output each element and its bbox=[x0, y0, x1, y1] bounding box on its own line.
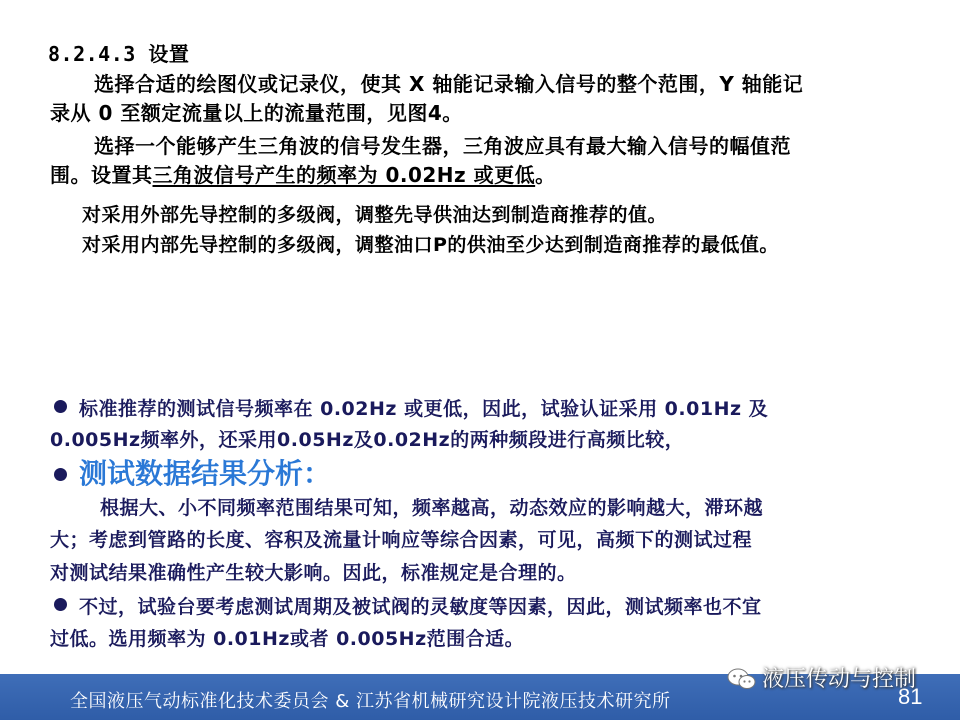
page-number: 81 bbox=[898, 684, 923, 709]
bullet-icon bbox=[54, 598, 67, 611]
wechat-icon bbox=[727, 668, 757, 690]
para3: 对采用外部先导控制的多级阀，调整先导供油达到制造商推荐的值。 bbox=[82, 204, 668, 226]
bullet1-line1 bbox=[54, 394, 768, 421]
bullet2-line1-text: 不过，试验台要考虑测试周期及被试阀的灵敏度等因素，因此，测试频率也不宜 bbox=[79, 596, 762, 618]
analysis-heading bbox=[54, 452, 331, 492]
watermark-label: 液压传动与控制 bbox=[762, 667, 917, 692]
para2-line2 bbox=[50, 159, 556, 188]
analysis-line3: 对测试结果准确性产生较大影响。因此，标准规定是合理的。 bbox=[50, 562, 577, 584]
para2-line2-prefix: 围。设置其 bbox=[50, 163, 153, 187]
bullet1-line2: 0.005Hz频率外，还采用0.05Hz及0.02Hz的两种频段进行高频比较， bbox=[50, 429, 685, 451]
bullet-icon bbox=[54, 468, 67, 481]
para1-line1: 选择合适的绘图仪或记录仪，使其 X 轴能记录输入信号的整个范围，Y 轴能记 bbox=[94, 72, 804, 96]
section-heading: 8.2.4.3 设置 bbox=[48, 42, 190, 66]
para2-line2-suffix: 。 bbox=[535, 163, 556, 187]
para2-line1: 选择一个能够产生三角波的信号发生器，三角波应具有最大输入信号的幅值范 bbox=[94, 134, 791, 158]
para4: 对采用内部先导控制的多级阀，调整油口P的供油至少达到制造商推荐的最低值。 bbox=[82, 234, 779, 256]
bullet-icon bbox=[54, 400, 67, 413]
bullet2-line2: 过低。选用频率为 0.01Hz或者 0.005Hz范围合适。 bbox=[50, 628, 525, 650]
analysis-heading-text: 测试数据结果分析： bbox=[79, 457, 332, 490]
bullet1-line1-text: 标准推荐的测试信号频率在 0.02Hz 或更低，因此，试验认证采用 0.01Hz 及 bbox=[79, 398, 769, 420]
para2-underlined-text: 三角波信号产生的频率为 0.02Hz 或更低 bbox=[152, 163, 536, 187]
footer-organizations: 全国液压气动标准化技术委员会 & 江苏省机械研究设计院液压技术研究所 bbox=[70, 691, 671, 712]
para1-line2: 录从 0 至额定流量以上的流量范围，见图4。 bbox=[50, 101, 463, 125]
bullet2-line1 bbox=[54, 592, 762, 619]
analysis-line1: 根据大、小不同频率范围结果可知，频率越高，动态效应的影响越大，滞环越 bbox=[100, 497, 764, 519]
analysis-line2: 大；考虑到管路的长度、容积及流量计响应等综合因素，可见，高频下的测试过程 bbox=[50, 529, 753, 551]
